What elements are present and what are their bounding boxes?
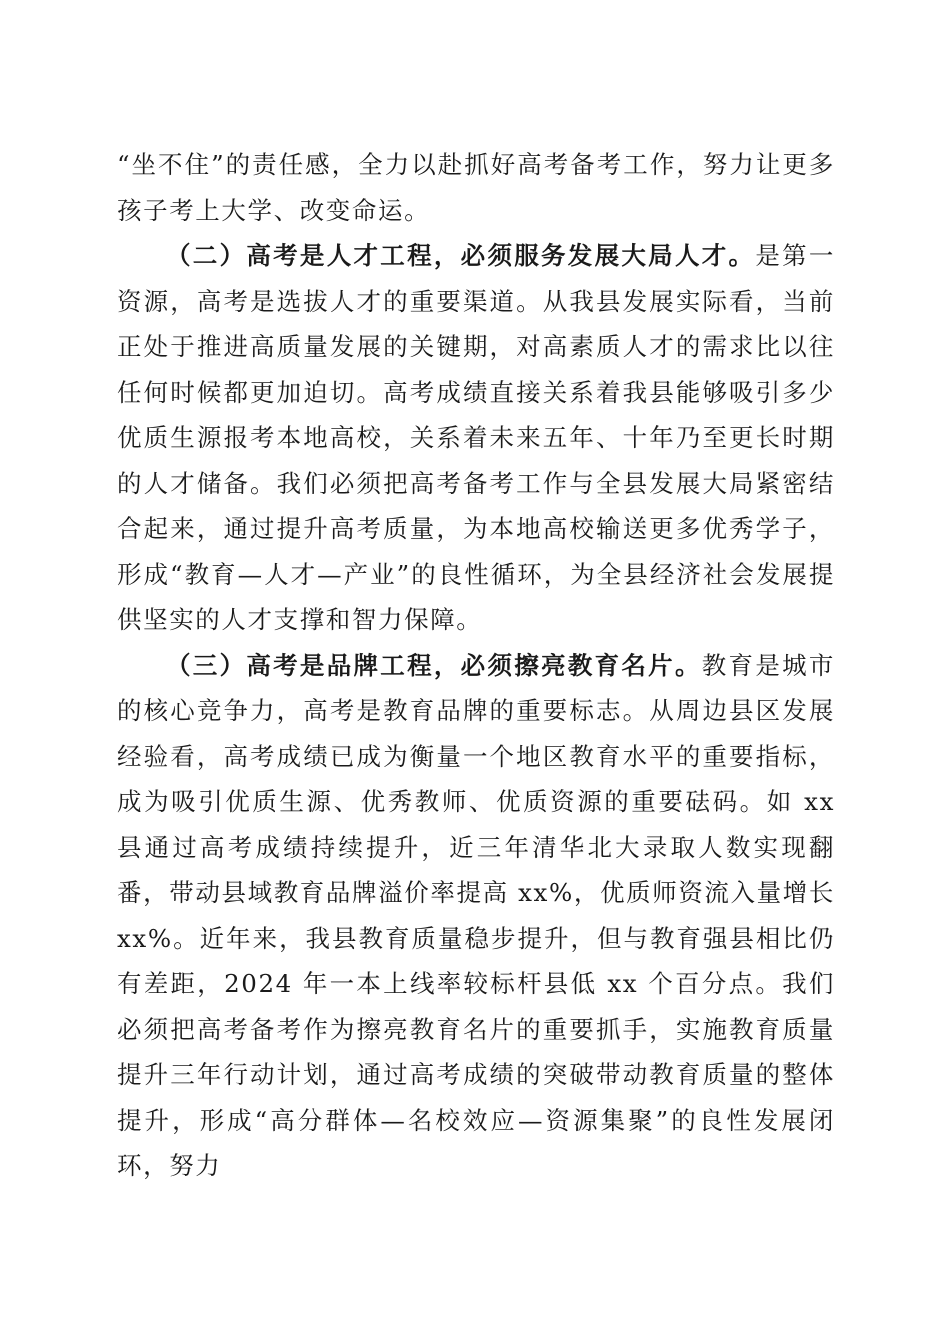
paragraph-text: 教育是城市的核心竞争力，高考是教育品牌的重要标志。从周边县区发展经验看，高考成绩已成为衡量一个地区教育水平的重要指标，成为吸引优质生源、优秀教师、优质资源的重要砝码。如 xx 县通过高考成绩持续提升，近三年清华北大录取人数实现翻番，带动县域教育品牌溢价率提高 xx%，优质师资流入量增长 xx%。近年来，我县教育质量稳步提升，但与教育强县相比仍有差距，2024 年一本上线率较标杆县低 xx 个百分点。我们必须把高考备考作为擦亮教育名片的重要抓手，实施教育质量提升三年行动计划，通过高考成绩的突破带动教育质量的整体提升，形成“高分群体—名校效应—资源集聚”的良性发展闭环，努力 xyxy=(117,650,835,1180)
paragraph-continuation xyxy=(117,142,835,233)
document-body xyxy=(117,142,835,1189)
paragraph-text: 是第一资源，高考是选拔人才的重要渠道。从我县发展实际看，当前正处于推进高质量发展的关键期，对高素质人才的需求比以往任何时候都更加迫切。高考成绩直接关系着我县能够吸引多少优质生源报考本地高校，关系着未来五年、十年乃至更长时期的人才储备。我们必须把高考备考工作与全县发展大局紧密结合起来，通过提升高考质量，为本地高校输送更多优秀学子，形成“教育—人才—产业”的良性循环，为全县经济社会发展提供坚实的人才支撑和智力保障。 xyxy=(117,241,835,634)
paragraph-text: “坐不住”的责任感，全力以赴抓好高考备考工作，努力让更多孩子考上大学、改变命运。 xyxy=(117,150,835,225)
section-heading: （三）高考是品牌工程，必须擦亮教育名片。 xyxy=(166,650,702,680)
paragraph-talent-project xyxy=(117,233,835,643)
section-heading: （二）高考是人才工程，必须服务发展大局人才。 xyxy=(166,241,756,270)
paragraph-brand-project xyxy=(117,643,835,1189)
